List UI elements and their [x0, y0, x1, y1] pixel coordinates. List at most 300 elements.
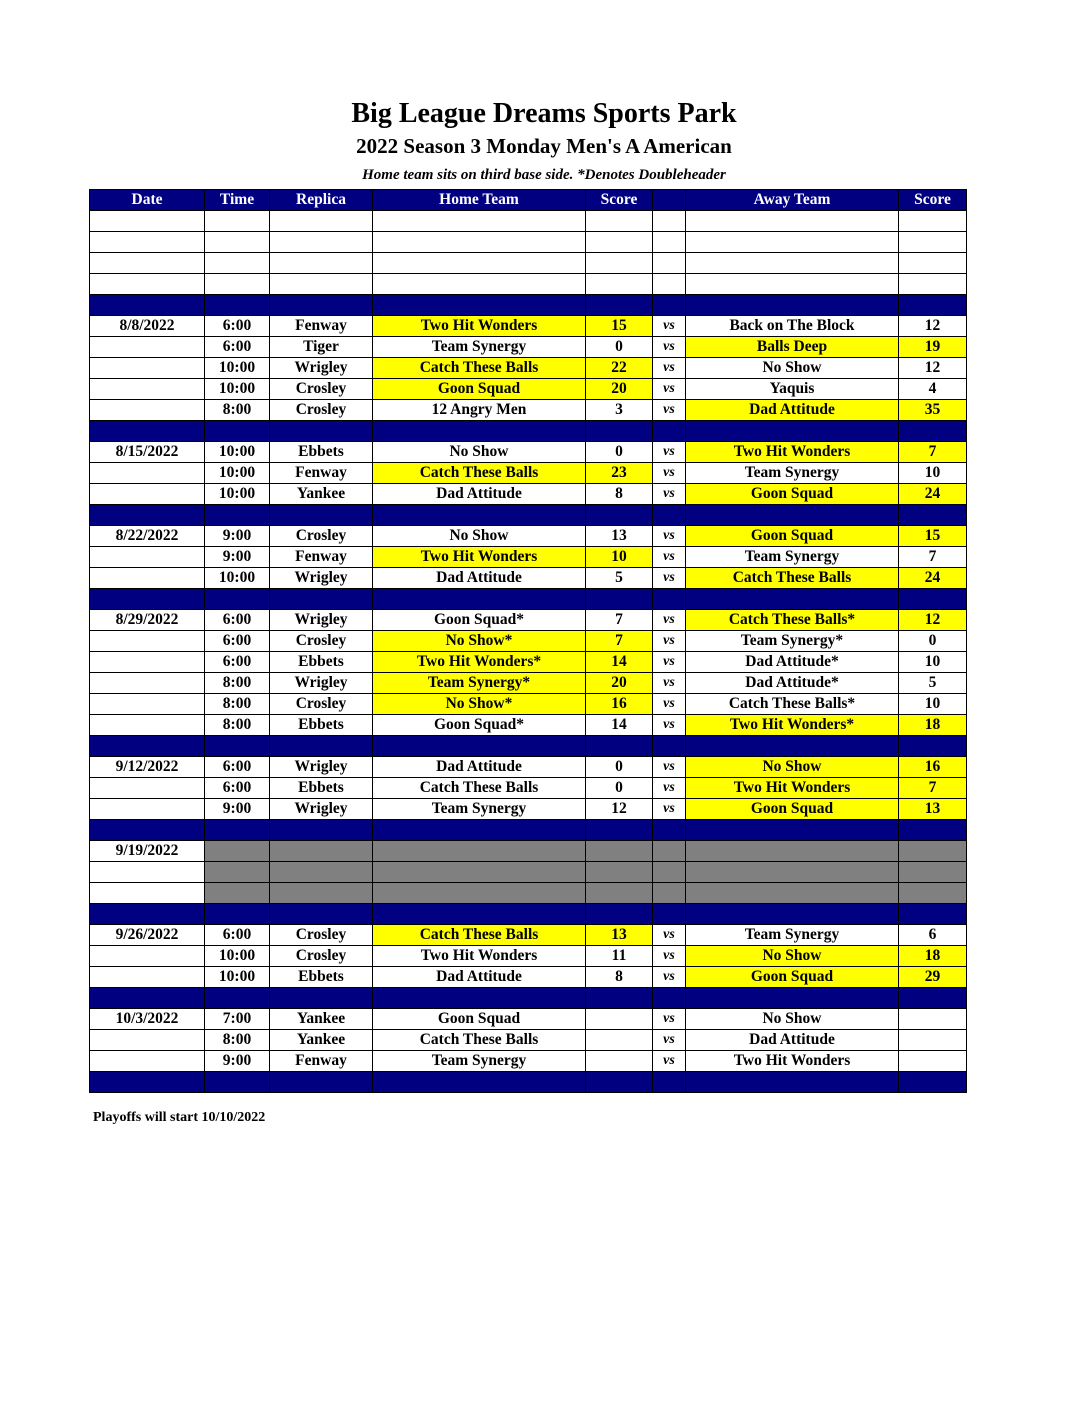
table-row	[90, 715, 967, 736]
table-row	[90, 337, 967, 358]
replica-cell: Wrigley	[270, 610, 373, 631]
table-row	[90, 610, 967, 631]
away-score-cell: 0	[899, 631, 967, 652]
separator-cell	[270, 589, 373, 610]
home-score-cell: 16	[586, 694, 653, 715]
separator-cell	[686, 904, 899, 925]
time-cell: 6:00	[205, 925, 270, 946]
home-score-cell: 0	[586, 337, 653, 358]
table-row	[90, 631, 967, 652]
home-score-cell: 12	[586, 799, 653, 820]
separator-cell	[686, 820, 899, 841]
away-team-cell: Catch These Balls*	[686, 694, 899, 715]
replica-cell: Crosley	[270, 925, 373, 946]
vs-cell: vs	[653, 1051, 686, 1072]
blank-cell	[373, 232, 586, 253]
time-cell: 10:00	[205, 463, 270, 484]
off-week-cell	[686, 841, 899, 862]
separator-cell	[205, 295, 270, 316]
separator-cell	[586, 820, 653, 841]
vs-cell: vs	[653, 316, 686, 337]
replica-cell: Ebbets	[270, 442, 373, 463]
date-cell	[90, 1051, 205, 1072]
separator-cell	[653, 589, 686, 610]
week-separator-row	[90, 505, 967, 526]
separator-cell	[373, 904, 586, 925]
off-week-cell	[373, 862, 586, 883]
home-score-cell: 22	[586, 358, 653, 379]
home-team-cell: Two Hit Wonders	[373, 547, 586, 568]
table-row	[90, 526, 967, 547]
time-cell: 8:00	[205, 715, 270, 736]
vs-cell: vs	[653, 799, 686, 820]
home-score-cell: 7	[586, 631, 653, 652]
separator-cell	[586, 904, 653, 925]
schedule-table	[89, 189, 967, 1093]
vs-cell: vs	[653, 379, 686, 400]
home-team-cell: Team Synergy	[373, 337, 586, 358]
col-header-home-score: Score	[586, 190, 653, 211]
off-week-cell	[205, 883, 270, 904]
table-row	[90, 547, 967, 568]
blank-cell	[270, 211, 373, 232]
vs-cell: vs	[653, 337, 686, 358]
off-week-cell	[586, 841, 653, 862]
date-cell	[90, 883, 205, 904]
away-team-cell: Two Hit Wonders	[686, 1051, 899, 1072]
time-cell: 6:00	[205, 778, 270, 799]
separator-cell	[653, 736, 686, 757]
time-cell: 10:00	[205, 568, 270, 589]
blank-cell	[686, 211, 899, 232]
home-team-cell: Goon Squad	[373, 379, 586, 400]
away-team-cell: Team Synergy*	[686, 631, 899, 652]
home-score-cell	[586, 1009, 653, 1030]
home-team-cell: Dad Attitude	[373, 967, 586, 988]
table-row	[90, 925, 967, 946]
separator-cell	[90, 589, 205, 610]
table-row	[90, 694, 967, 715]
separator-cell	[586, 589, 653, 610]
separator-cell	[205, 1072, 270, 1093]
away-score-cell: 24	[899, 568, 967, 589]
away-score-cell: 29	[899, 967, 967, 988]
away-score-cell: 24	[899, 484, 967, 505]
separator-cell	[90, 988, 205, 1009]
off-week-cell	[270, 883, 373, 904]
blank-cell	[899, 211, 967, 232]
separator-cell	[653, 820, 686, 841]
home-team-cell: Catch These Balls	[373, 463, 586, 484]
away-team-cell: Dad Attitude	[686, 400, 899, 421]
separator-cell	[899, 505, 967, 526]
table-row	[90, 757, 967, 778]
date-cell: 9/26/2022	[90, 925, 205, 946]
col-header-away-team: Away Team	[686, 190, 899, 211]
time-cell: 10:00	[205, 442, 270, 463]
away-team-cell: No Show	[686, 946, 899, 967]
off-week-cell	[270, 841, 373, 862]
off-week-cell	[899, 841, 967, 862]
vs-cell: vs	[653, 652, 686, 673]
away-team-cell: Team Synergy	[686, 547, 899, 568]
time-cell: 6:00	[205, 316, 270, 337]
separator-cell	[90, 295, 205, 316]
replica-cell: Wrigley	[270, 568, 373, 589]
home-score-cell: 14	[586, 715, 653, 736]
separator-cell	[270, 820, 373, 841]
vs-cell: vs	[653, 757, 686, 778]
separator-cell	[373, 421, 586, 442]
away-team-cell: Catch These Balls	[686, 568, 899, 589]
week-separator-row	[90, 904, 967, 925]
home-team-cell: Dad Attitude	[373, 568, 586, 589]
away-score-cell: 7	[899, 442, 967, 463]
date-cell	[90, 358, 205, 379]
home-team-cell: No Show*	[373, 631, 586, 652]
date-cell	[90, 778, 205, 799]
away-score-cell: 10	[899, 694, 967, 715]
home-team-cell: Dad Attitude	[373, 757, 586, 778]
week-separator-row	[90, 295, 967, 316]
separator-cell	[686, 421, 899, 442]
home-team-cell: Two Hit Wonders	[373, 316, 586, 337]
vs-cell: vs	[653, 946, 686, 967]
separator-cell	[90, 1072, 205, 1093]
away-team-cell: Team Synergy	[686, 463, 899, 484]
vs-cell: vs	[653, 778, 686, 799]
away-score-cell: 6	[899, 925, 967, 946]
vs-cell: vs	[653, 715, 686, 736]
away-team-cell: No Show	[686, 757, 899, 778]
time-cell: 9:00	[205, 547, 270, 568]
separator-cell	[270, 904, 373, 925]
home-team-cell: Catch These Balls	[373, 778, 586, 799]
home-team-cell: Goon Squad*	[373, 610, 586, 631]
time-cell: 10:00	[205, 379, 270, 400]
separator-cell	[90, 505, 205, 526]
away-team-cell: Dad Attitude	[686, 1030, 899, 1051]
vs-cell: vs	[653, 925, 686, 946]
replica-cell: Wrigley	[270, 799, 373, 820]
vs-cell: vs	[653, 358, 686, 379]
separator-cell	[653, 505, 686, 526]
separator-cell	[899, 820, 967, 841]
vs-cell: vs	[653, 1009, 686, 1030]
date-cell: 9/12/2022	[90, 757, 205, 778]
away-team-cell: Dad Attitude*	[686, 652, 899, 673]
blank-cell	[653, 211, 686, 232]
separator-cell	[205, 904, 270, 925]
replica-cell: Wrigley	[270, 673, 373, 694]
date-cell: 9/19/2022	[90, 841, 205, 862]
separator-cell	[586, 988, 653, 1009]
away-team-cell: Balls Deep	[686, 337, 899, 358]
vs-cell: vs	[653, 631, 686, 652]
home-team-cell: No Show*	[373, 694, 586, 715]
date-cell	[90, 631, 205, 652]
separator-cell	[205, 988, 270, 1009]
week-separator-row	[90, 988, 967, 1009]
date-cell: 8/29/2022	[90, 610, 205, 631]
vs-cell: vs	[653, 1030, 686, 1051]
table-row	[90, 967, 967, 988]
vs-cell: vs	[653, 484, 686, 505]
away-score-cell: 18	[899, 946, 967, 967]
col-header-date: Date	[90, 190, 205, 211]
table-row	[90, 799, 967, 820]
blank-cell	[90, 274, 205, 295]
date-cell	[90, 484, 205, 505]
blank-cell	[205, 274, 270, 295]
off-week-cell	[373, 841, 586, 862]
table-row	[90, 316, 967, 337]
table-row	[90, 1009, 967, 1030]
home-score-cell: 0	[586, 778, 653, 799]
replica-cell: Crosley	[270, 946, 373, 967]
home-score-cell	[586, 1051, 653, 1072]
home-score-cell: 11	[586, 946, 653, 967]
away-score-cell: 7	[899, 547, 967, 568]
blank-cell	[270, 253, 373, 274]
time-cell: 10:00	[205, 484, 270, 505]
blank-cell	[373, 274, 586, 295]
separator-cell	[270, 988, 373, 1009]
away-score-cell: 35	[899, 400, 967, 421]
col-header-time: Time	[205, 190, 270, 211]
separator-cell	[373, 988, 586, 1009]
separator-cell	[899, 589, 967, 610]
replica-cell: Fenway	[270, 1051, 373, 1072]
away-score-cell: 13	[899, 799, 967, 820]
time-cell: 9:00	[205, 799, 270, 820]
date-cell	[90, 967, 205, 988]
separator-cell	[270, 295, 373, 316]
table-row	[90, 946, 967, 967]
blank-cell	[373, 253, 586, 274]
separator-cell	[586, 736, 653, 757]
time-cell: 10:00	[205, 967, 270, 988]
off-week-cell	[899, 862, 967, 883]
away-score-cell: 16	[899, 757, 967, 778]
schedule-body	[90, 211, 967, 1093]
separator-cell	[205, 589, 270, 610]
playoffs-note: Playoffs will start 10/10/2022	[93, 1110, 266, 1125]
away-score-cell: 5	[899, 673, 967, 694]
home-team-cell: Catch These Balls	[373, 925, 586, 946]
home-team-cell: Goon Squad*	[373, 715, 586, 736]
date-cell	[90, 694, 205, 715]
blank-cell	[653, 274, 686, 295]
off-week-cell	[899, 883, 967, 904]
off-week-cell	[686, 883, 899, 904]
week-separator-row	[90, 421, 967, 442]
blank-cell	[90, 253, 205, 274]
off-week-row	[90, 841, 967, 862]
blank-cell	[686, 232, 899, 253]
away-score-cell: 12	[899, 316, 967, 337]
home-score-cell: 0	[586, 442, 653, 463]
col-header-away-score: Score	[899, 190, 967, 211]
off-week-cell	[270, 862, 373, 883]
vs-cell: vs	[653, 463, 686, 484]
replica-cell: Fenway	[270, 463, 373, 484]
away-score-cell: 7	[899, 778, 967, 799]
separator-cell	[586, 505, 653, 526]
away-score-cell: 12	[899, 358, 967, 379]
date-cell	[90, 400, 205, 421]
separator-cell	[270, 505, 373, 526]
blank-cell	[899, 253, 967, 274]
replica-cell: Ebbets	[270, 652, 373, 673]
date-cell	[90, 337, 205, 358]
date-cell: 8/15/2022	[90, 442, 205, 463]
table-row	[90, 484, 967, 505]
table-row	[90, 400, 967, 421]
separator-cell	[899, 1072, 967, 1093]
separator-cell	[686, 589, 899, 610]
replica-cell: Wrigley	[270, 757, 373, 778]
blank-cell	[899, 274, 967, 295]
away-score-cell: 15	[899, 526, 967, 547]
time-cell: 6:00	[205, 631, 270, 652]
page-subtitle: 2022 Season 3 Monday Men's A American	[356, 134, 732, 158]
replica-cell: Crosley	[270, 631, 373, 652]
away-team-cell: Two Hit Wonders	[686, 778, 899, 799]
away-score-cell: 10	[899, 652, 967, 673]
off-week-cell	[205, 862, 270, 883]
separator-cell	[205, 820, 270, 841]
table-row	[90, 1051, 967, 1072]
blank-cell	[586, 274, 653, 295]
away-team-cell: Goon Squad	[686, 967, 899, 988]
date-cell: 10/3/2022	[90, 1009, 205, 1030]
blank-row	[90, 232, 967, 253]
blank-cell	[586, 253, 653, 274]
home-team-cell: Two Hit Wonders*	[373, 652, 586, 673]
replica-cell: Wrigley	[270, 358, 373, 379]
off-week-cell	[205, 841, 270, 862]
date-cell	[90, 673, 205, 694]
date-cell	[90, 862, 205, 883]
home-score-cell: 15	[586, 316, 653, 337]
blank-cell	[373, 211, 586, 232]
replica-cell: Ebbets	[270, 778, 373, 799]
off-week-cell	[653, 862, 686, 883]
col-header-vs	[653, 190, 686, 211]
away-team-cell: Two Hit Wonders	[686, 442, 899, 463]
away-team-cell: Two Hit Wonders*	[686, 715, 899, 736]
vs-cell: vs	[653, 694, 686, 715]
separator-cell	[653, 904, 686, 925]
blank-cell	[586, 211, 653, 232]
time-cell: 8:00	[205, 1030, 270, 1051]
date-cell	[90, 799, 205, 820]
table-row	[90, 673, 967, 694]
away-team-cell: Back on The Block	[686, 316, 899, 337]
time-cell: 6:00	[205, 610, 270, 631]
away-score-cell	[899, 1030, 967, 1051]
replica-cell: Crosley	[270, 379, 373, 400]
home-score-cell: 14	[586, 652, 653, 673]
separator-cell	[653, 295, 686, 316]
off-week-cell	[586, 883, 653, 904]
separator-cell	[205, 736, 270, 757]
off-week-cell	[653, 841, 686, 862]
vs-cell: vs	[653, 442, 686, 463]
week-separator-row	[90, 1072, 967, 1093]
away-team-cell: Yaquis	[686, 379, 899, 400]
home-team-cell: Team Synergy	[373, 1051, 586, 1072]
date-cell: 8/22/2022	[90, 526, 205, 547]
replica-cell: Crosley	[270, 694, 373, 715]
separator-cell	[373, 736, 586, 757]
table-row	[90, 568, 967, 589]
date-cell	[90, 652, 205, 673]
date-cell	[90, 946, 205, 967]
separator-cell	[270, 1072, 373, 1093]
replica-cell: Crosley	[270, 526, 373, 547]
col-header-replica: Replica	[270, 190, 373, 211]
blank-cell	[586, 232, 653, 253]
date-cell	[90, 1030, 205, 1051]
off-week-cell	[686, 862, 899, 883]
home-score-cell: 7	[586, 610, 653, 631]
away-score-cell	[899, 1051, 967, 1072]
home-team-cell: Team Synergy*	[373, 673, 586, 694]
separator-cell	[586, 295, 653, 316]
time-cell: 9:00	[205, 1051, 270, 1072]
separator-cell	[686, 295, 899, 316]
replica-cell: Yankee	[270, 1030, 373, 1051]
home-team-cell: No Show	[373, 526, 586, 547]
separator-cell	[373, 1072, 586, 1093]
home-team-cell: Catch These Balls	[373, 358, 586, 379]
away-team-cell: Dad Attitude*	[686, 673, 899, 694]
replica-cell: Yankee	[270, 1009, 373, 1030]
vs-cell: vs	[653, 967, 686, 988]
away-team-cell: No Show	[686, 1009, 899, 1030]
home-score-cell: 8	[586, 967, 653, 988]
week-separator-row	[90, 736, 967, 757]
date-cell	[90, 715, 205, 736]
vs-cell: vs	[653, 400, 686, 421]
vs-cell: vs	[653, 610, 686, 631]
separator-cell	[90, 904, 205, 925]
blank-row	[90, 253, 967, 274]
away-team-cell: No Show	[686, 358, 899, 379]
col-header-home-team: Home Team	[373, 190, 586, 211]
off-week-row	[90, 883, 967, 904]
separator-cell	[205, 505, 270, 526]
separator-cell	[373, 295, 586, 316]
blank-cell	[90, 211, 205, 232]
separator-cell	[373, 820, 586, 841]
blank-cell	[653, 232, 686, 253]
separator-cell	[586, 1072, 653, 1093]
blank-cell	[653, 253, 686, 274]
home-score-cell: 8	[586, 484, 653, 505]
separator-cell	[270, 421, 373, 442]
replica-cell: Ebbets	[270, 967, 373, 988]
date-cell: 8/8/2022	[90, 316, 205, 337]
blank-cell	[90, 232, 205, 253]
blank-cell	[899, 232, 967, 253]
separator-cell	[899, 295, 967, 316]
separator-cell	[90, 736, 205, 757]
off-week-cell	[653, 883, 686, 904]
table-row	[90, 358, 967, 379]
